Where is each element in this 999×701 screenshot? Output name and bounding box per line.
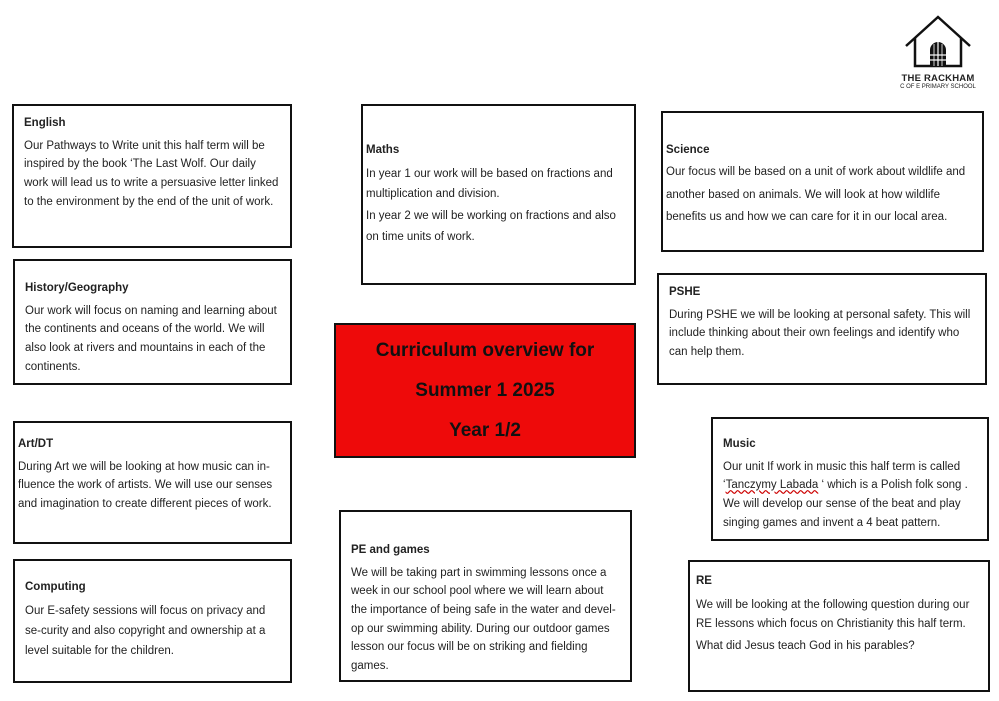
maths-text-year2: In year 2 we will be working on fractions and also on time units of work. — [366, 210, 616, 243]
music-heading: Music — [723, 438, 756, 450]
art-dt-heading: Art/DT — [18, 438, 54, 450]
music-text-after: ‘ which is a Polish folk song . We will develop our sense of the beat and play singing games and invent a 4 beat pattern. — [723, 479, 968, 529]
music-text — [723, 458, 977, 533]
music-box — [711, 417, 989, 541]
maths-heading: Maths — [366, 144, 400, 156]
art-dt-box — [13, 421, 292, 544]
pshe-box — [657, 273, 987, 385]
maths-text-year1: In year 1 our work will be based on fractions and multiplication and division. — [366, 168, 613, 201]
art-dt-text: During Art we will be looking at how music can in-fluence the work of artists. We will use our senses and imagination to create different pieces of work. — [18, 460, 273, 510]
computing-heading: Computing — [25, 581, 86, 593]
school-name: THE RACKHAM — [901, 73, 975, 84]
pshe-text: During PSHE we will be looking at personal safety. This will include thinking about their own feelings and identify who can help them. — [669, 308, 971, 358]
title-line-2: Summer 1 2025 — [415, 379, 555, 401]
maths-box — [361, 104, 636, 285]
computing-text: Our E-safety sessions will focus on privacy and se-curity and also copyright and ownership at a level suitable for the children. — [25, 605, 266, 658]
re-heading: RE — [696, 575, 712, 587]
pe-games-box — [339, 510, 632, 682]
title-line-1: Curriculum overview for — [375, 339, 595, 361]
science-heading: Science — [666, 144, 710, 156]
english-box — [12, 104, 292, 248]
school-logo — [898, 14, 978, 90]
church-icon — [903, 14, 973, 68]
re-text-question-intro: We will be looking at the following question during our RE lessons which focus on Christianity this half term. — [696, 598, 970, 631]
pe-games-heading: PE and games — [351, 544, 430, 556]
curriculum-title-banner — [334, 323, 636, 458]
title-line-3: Year 1/2 — [449, 419, 521, 441]
computing-box — [13, 559, 292, 683]
english-text: Our Pathways to Write unit this half term will be inspired by the book ‘The Last Wolf. Our daily work will lead us to write a persuasive letter linked to the environment by the end of the unit of work. — [24, 139, 279, 208]
science-text: Our focus will be based on a unit of work about wildlife and another based on animals. We will look at how wildlife benefits us and how we can care for it in our local area. — [666, 166, 966, 224]
history-geography-box — [13, 259, 292, 385]
re-text-question: What did Jesus teach God in his parables? — [696, 639, 915, 652]
re-box — [688, 560, 990, 692]
english-heading: English — [24, 117, 66, 129]
history-geography-heading: History/Geography — [25, 282, 129, 294]
music-song-name: Tanczymy Labada — [725, 479, 819, 492]
music-text-before: Our unit If work in music this half term is called ‘ — [723, 460, 961, 492]
school-subtitle: C OF E PRIMARY SCHOOL — [900, 84, 976, 90]
history-geography-text: Our work will focus on naming and learning about the continents and oceans of the world. We will also look at rivers and mountains in each of the continents. — [25, 304, 277, 373]
pshe-heading: PSHE — [669, 286, 701, 298]
science-box — [661, 111, 984, 252]
pe-games-text: We will be taking part in swimming lessons once a week in our school pool where we will learn about the importance of being safe in the water and devel-op our swimming ability. During our outdoor games lesson our focus will be on striking and fielding games. — [351, 566, 616, 672]
